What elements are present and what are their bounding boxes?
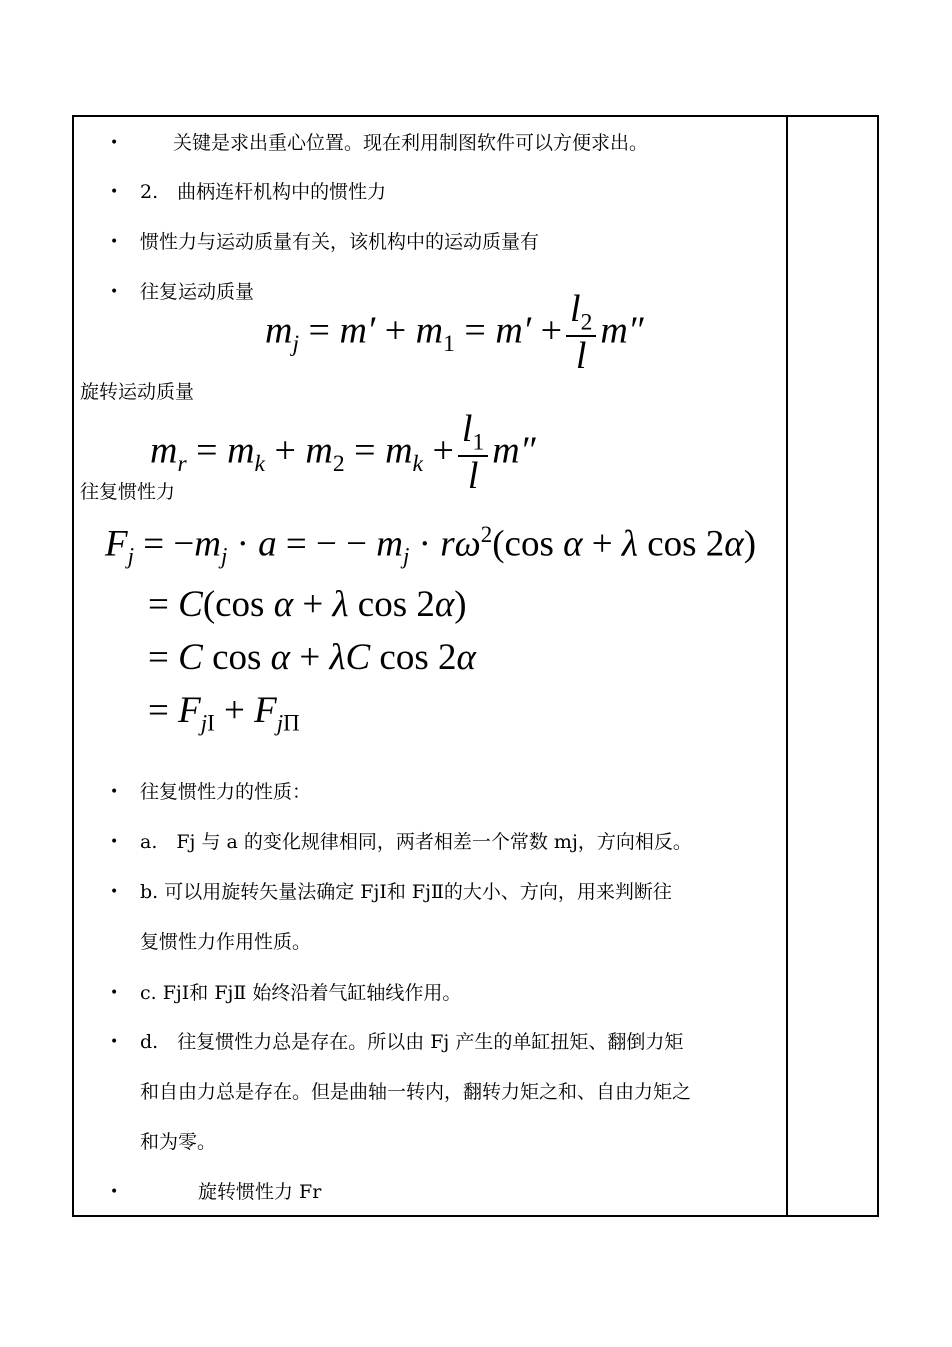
bullet-icon: • <box>110 1184 119 1200</box>
text-line: 往复惯性力 <box>80 481 176 503</box>
bullet-icon: • <box>110 834 119 850</box>
bullet-icon: • <box>110 234 119 250</box>
formula-inertia-line3: = C cos α + λC cos 2α <box>148 637 476 678</box>
formula-inertia-line2: = C(cos α + λ cos 2α) <box>148 584 467 625</box>
bullet-icon: • <box>110 284 119 300</box>
bullet-icon: • <box>110 1034 119 1050</box>
bullet-icon: • <box>110 784 119 800</box>
text-line: c. FjⅠ和 FjⅡ 始终沿着气缸轴线作用。 <box>140 982 462 1004</box>
text-line: 关键是求出重心位置。现在利用制图软件可以方便求出。 <box>173 132 649 154</box>
bullet-icon: • <box>110 135 119 151</box>
bullet-icon: • <box>110 985 119 1001</box>
text-line: 往复运动质量 <box>140 281 255 303</box>
text-line: 旋转运动质量 <box>80 381 195 403</box>
text-line: 和自由力总是存在。但是曲轴一转内，翻转力矩之和、自由力矩之 <box>140 1081 692 1103</box>
text-line: 往复惯性力的性质： <box>140 781 312 803</box>
bullet-icon: • <box>110 184 119 200</box>
text-line: d. 往复惯性力总是存在。所以由 Fj 产生的单缸扭矩、翻倒力矩 <box>140 1031 684 1053</box>
formula-inertia-line1: $F_j = -m_j \cdot a$ = − − $m_j \cdot r\omega^2(\cos$ α + λ cos 2α) <box>105 522 757 569</box>
formula-inertia-line4: = $F_{jI} + F_{j\Pi}$ <box>148 690 300 736</box>
bullet-icon: • <box>110 884 119 900</box>
text-line: 惯性力与运动质量有关，该机构中的运动质量有 <box>140 231 540 253</box>
text-line: 和为零。 <box>140 1131 217 1153</box>
text-line: 旋转惯性力 Fr <box>198 1181 322 1203</box>
formula-reciprocating-mass: $m_j = m' + m_1 = m'$ + $\frac{l_2}{l}$ m″ <box>265 288 644 378</box>
column-divider <box>786 115 788 1217</box>
text-line: b. 可以用旋转矢量法确定 FjⅠ和 FjⅡ的大小、方向，用来判断往 <box>140 881 672 903</box>
text-line: 复惯性力作用性质。 <box>140 931 312 953</box>
text-line: 2. 曲柄连杆机构中的惯性力 <box>140 181 387 203</box>
text-line: a. Fj 与 a 的变化规律相同，两者相差一个常数 mj，方向相反。 <box>140 831 692 853</box>
formula-rotating-mass: $m_r = m_k + m_2 = m_k$ + $\frac{l_1}{l}$ m″ <box>150 408 536 498</box>
